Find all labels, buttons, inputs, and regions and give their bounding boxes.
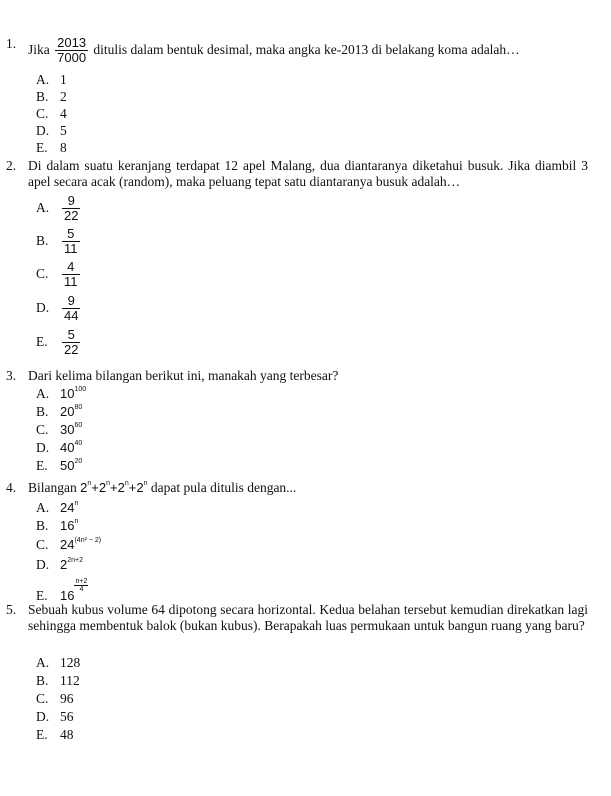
power-base: 30 — [60, 422, 75, 437]
option-3e[interactable] — [36, 458, 82, 474]
option-4d[interactable] — [36, 557, 83, 573]
plus-sign: + — [128, 480, 137, 495]
option-label: C. — [36, 422, 49, 437]
power-expression — [60, 578, 88, 603]
option-5b[interactable] — [36, 673, 80, 689]
question-2 — [6, 158, 588, 189]
fraction — [62, 260, 80, 290]
option-label: E. — [36, 333, 48, 349]
question-number: 3. — [6, 368, 17, 383]
fraction — [55, 36, 88, 66]
option-4b[interactable] — [36, 518, 78, 534]
fraction-numerator: 9 — [62, 294, 80, 309]
sum-expression — [80, 480, 147, 495]
fraction-numerator: 4 — [62, 260, 80, 275]
fraction-denominator: 22 — [64, 342, 79, 358]
option-label: B. — [36, 232, 49, 248]
power-base: 16 — [60, 588, 75, 603]
plus-sign: + — [91, 480, 99, 495]
fraction — [62, 328, 80, 358]
question-4 — [6, 480, 588, 496]
question-number: 1. — [6, 36, 17, 51]
exponent-denominator: 4 — [79, 586, 84, 593]
power-expression — [60, 404, 82, 419]
option-label: A. — [36, 655, 50, 670]
option-label: C. — [36, 537, 49, 552]
option-label: B. — [36, 673, 49, 688]
question-text-after: dapat pula ditulis dengan... — [150, 480, 297, 495]
question-text: Di dalam suatu keranjang terdapat 12 apel Malang, dua diantaranya diketahui busuk. Jika diambil 3 apel secara acak (random), maka peluang tepat satu diantaranya busuk adalah… — [28, 158, 588, 189]
option-label: D. — [36, 709, 50, 724]
option-5c[interactable] — [36, 691, 74, 707]
option-label: A. — [36, 386, 50, 401]
option-label: E. — [36, 588, 48, 603]
power-expression — [60, 557, 83, 572]
exponent-numerator: n+2 — [75, 578, 88, 585]
power-base: 2 — [98, 480, 107, 495]
option-value: 2 — [60, 89, 67, 104]
option-2b[interactable] — [36, 227, 82, 257]
power-expression — [60, 440, 82, 455]
option-1b[interactable] — [36, 89, 67, 105]
option-label: E. — [36, 458, 48, 473]
power-base: 16 — [60, 518, 75, 533]
option-label: C. — [36, 691, 49, 706]
power-exponent: n — [124, 480, 129, 487]
power-exponent: 40 — [74, 440, 83, 447]
power-base: 2 — [60, 557, 68, 572]
option-value: 96 — [60, 691, 74, 706]
fraction — [62, 294, 80, 324]
option-4c[interactable] — [36, 537, 101, 553]
question-number: 2. — [6, 158, 17, 173]
power-exponent: n — [106, 480, 110, 487]
power-expression — [60, 500, 78, 515]
fraction-denominator: 11 — [64, 274, 78, 290]
fraction-numerator: 5 — [62, 227, 80, 242]
option-value: 1 — [60, 72, 67, 87]
power-expression — [60, 458, 82, 473]
power-exponent: (4n² − 2) — [74, 537, 102, 544]
power-expression — [60, 518, 78, 533]
question-text-before: Bilangan — [28, 480, 77, 495]
power-expression — [60, 537, 101, 552]
option-2c[interactable] — [36, 260, 82, 290]
question-number: 4. — [6, 480, 17, 495]
power-exponent: 60 — [74, 422, 83, 429]
power-expression — [60, 422, 82, 437]
question-text: Sebuah kubus volume 64 dipotong secara horizontal. Kedua belahan tersebut kemudian direkatkan lagi sehingga membentuk balok (bukan kubus). Berapakah luas permukaan untuk bangun ruang yang baru? — [28, 602, 588, 633]
power-exponent: n — [143, 480, 148, 487]
option-label: D. — [36, 557, 50, 572]
option-label: B. — [36, 89, 49, 104]
question-text — [28, 480, 588, 496]
power-base: 24 — [60, 500, 75, 515]
fraction — [62, 194, 80, 224]
power-base: 2 — [136, 480, 144, 495]
fraction-numerator: 2013 — [57, 35, 87, 50]
question-3 — [6, 368, 588, 384]
option-2a[interactable] — [36, 194, 82, 224]
option-label: D. — [36, 123, 50, 138]
question-number: 5. — [6, 602, 17, 617]
question-text — [28, 36, 588, 66]
exponent-fraction — [74, 578, 88, 593]
fraction-numerator: 9 — [62, 194, 80, 209]
option-value: 48 — [60, 727, 74, 742]
option-label: D. — [36, 440, 50, 455]
option-3d[interactable] — [36, 440, 82, 456]
option-label: E. — [36, 727, 48, 742]
option-value: 4 — [60, 106, 67, 121]
option-1c[interactable] — [36, 106, 67, 122]
question-text: Dari kelima bilangan berikut ini, manakah yang terbesar? — [28, 368, 339, 383]
option-value: 112 — [60, 673, 80, 688]
fraction — [62, 227, 80, 257]
option-2e[interactable] — [36, 328, 82, 358]
option-label: E. — [36, 140, 48, 155]
option-3c[interactable] — [36, 422, 82, 438]
option-label: A. — [36, 500, 50, 515]
option-4a[interactable] — [36, 500, 78, 516]
fraction-denominator: 11 — [64, 241, 78, 257]
power-exponent: n — [87, 480, 92, 487]
option-3a[interactable] — [36, 386, 86, 402]
power-exponent: 100 — [74, 386, 87, 393]
option-value: 5 — [60, 123, 67, 138]
fraction-denominator: 22 — [64, 208, 79, 224]
question-5 — [6, 602, 588, 633]
power-exponent: 20 — [74, 458, 83, 465]
plus-sign: + — [110, 480, 118, 495]
option-5e[interactable] — [36, 727, 74, 743]
power-base: 10 — [60, 386, 75, 401]
option-value: 8 — [60, 140, 67, 155]
option-label: A. — [36, 199, 50, 215]
fraction-numerator: 5 — [62, 328, 80, 343]
power-base: 2 — [117, 480, 125, 495]
power-base: 2 — [80, 480, 88, 495]
power-exponent: n — [74, 518, 79, 525]
option-label: C. — [36, 106, 49, 121]
option-label: B. — [36, 518, 49, 533]
option-1e[interactable] — [36, 140, 67, 156]
power-base: 24 — [60, 537, 75, 552]
question-1 — [6, 36, 588, 66]
option-3b[interactable] — [36, 404, 82, 420]
option-2d[interactable] — [36, 294, 82, 324]
power-exponent: n — [74, 500, 79, 507]
option-5a[interactable] — [36, 655, 80, 671]
power-base: 20 — [60, 404, 75, 419]
option-label: B. — [36, 404, 49, 419]
fraction-denominator: 44 — [64, 308, 79, 324]
option-5d[interactable] — [36, 709, 74, 725]
option-value: 56 — [60, 709, 74, 724]
power-base: 50 — [60, 458, 75, 473]
power-exponent: 80 — [74, 404, 83, 411]
power-expression — [60, 386, 86, 401]
option-label: D. — [36, 299, 50, 315]
power-exponent: 2n+2 — [67, 557, 84, 564]
question-text-after: ditulis dalam bentuk desimal, maka angka ke-2013 di belakang koma adalah… — [93, 41, 520, 57]
option-value: 128 — [60, 655, 81, 670]
option-1a[interactable] — [36, 72, 67, 88]
fraction-denominator: 7000 — [57, 50, 87, 66]
option-1d[interactable] — [36, 123, 67, 139]
option-4e[interactable] — [36, 578, 88, 604]
question-text-before: Jika — [28, 41, 50, 57]
option-label: A. — [36, 72, 50, 87]
power-base: 40 — [60, 440, 75, 455]
option-label: C. — [36, 265, 49, 281]
